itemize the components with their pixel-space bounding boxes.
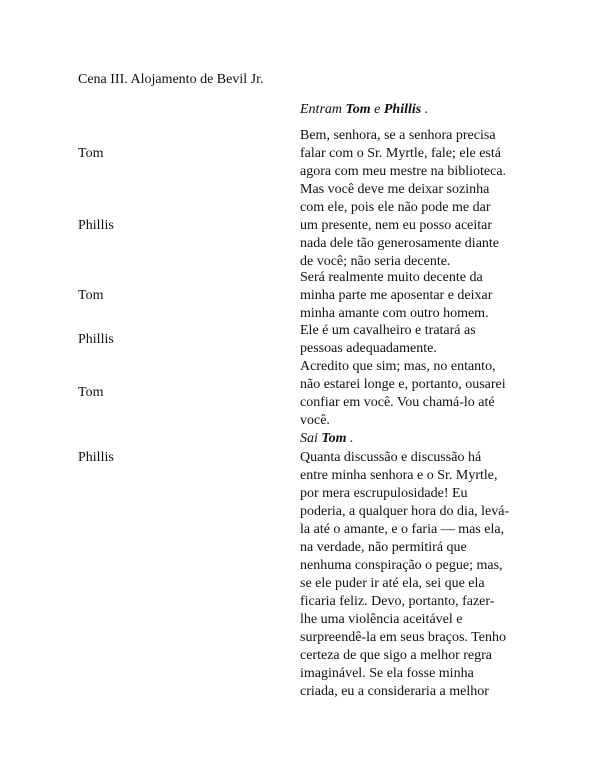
speech-text: Mas você deve me deixar sozinha com ele, pois ele não pode me dar um presente, nem eu posso aceitar nada dele tão generosamente diante de você; não seria decente. (300, 182, 500, 269)
stage-text: Sai (300, 431, 322, 446)
speaker-name: Phillis (78, 332, 114, 347)
speaker-name: Tom (78, 385, 104, 400)
speaker-name: Tom (78, 146, 104, 161)
stage-text: e (370, 102, 384, 117)
scene-heading: Cena III. Alojamento de Bevil Jr. (78, 72, 264, 87)
stage-character-name: Tom (321, 431, 347, 446)
speaker-name: Phillis (78, 218, 114, 233)
speech-text: Será realmente muito decente da minha parte me aposentar e deixar minha amante com outro homem. (300, 270, 493, 321)
speech-text: Bem, senhora, se a senhora precisa falar com o Sr. Myrtle, fale; ele está agora com meu mestre na biblioteca. (300, 128, 507, 179)
stage-character-name: Tom (345, 102, 371, 117)
speech-text: Acredito que sim; mas, no entanto, não estarei longe e, portanto, ousarei confiar em você. Vou chamá-lo até você. (300, 359, 506, 428)
speaker-name: Tom (78, 288, 104, 303)
stage-text: . (346, 431, 354, 446)
stage-direction-exit (300, 430, 354, 448)
stage-direction-enter (300, 101, 428, 119)
speech-text: Quanta discussão e discussão há entre minha senhora e o Sr. Myrtle, por mera escrupulosidade! Eu poderia, a qualquer hora do dia, levá- la até o amante, e o faria — mas ela, na verdade, não permitirá que nenhuma conspiração o pegue; mas, se ele puder ir até ela, sei que ela ficaria feliz. Devo, portanto, fazer- lhe uma violência aceitável e surpreendê-la em seus braços. Tenho certeza de que sigo a melhor regra imaginável. Se ela fosse minha criada, eu a consideraria a melhor (300, 450, 510, 699)
stage-text: Entram (300, 102, 346, 117)
stage-character-name: Phillis (383, 102, 422, 117)
stage-text: . (421, 102, 429, 117)
speech-text: Ele é um cavalheiro e tratará as pessoas adequadamente. (300, 323, 476, 356)
speaker-name: Phillis (78, 450, 114, 465)
